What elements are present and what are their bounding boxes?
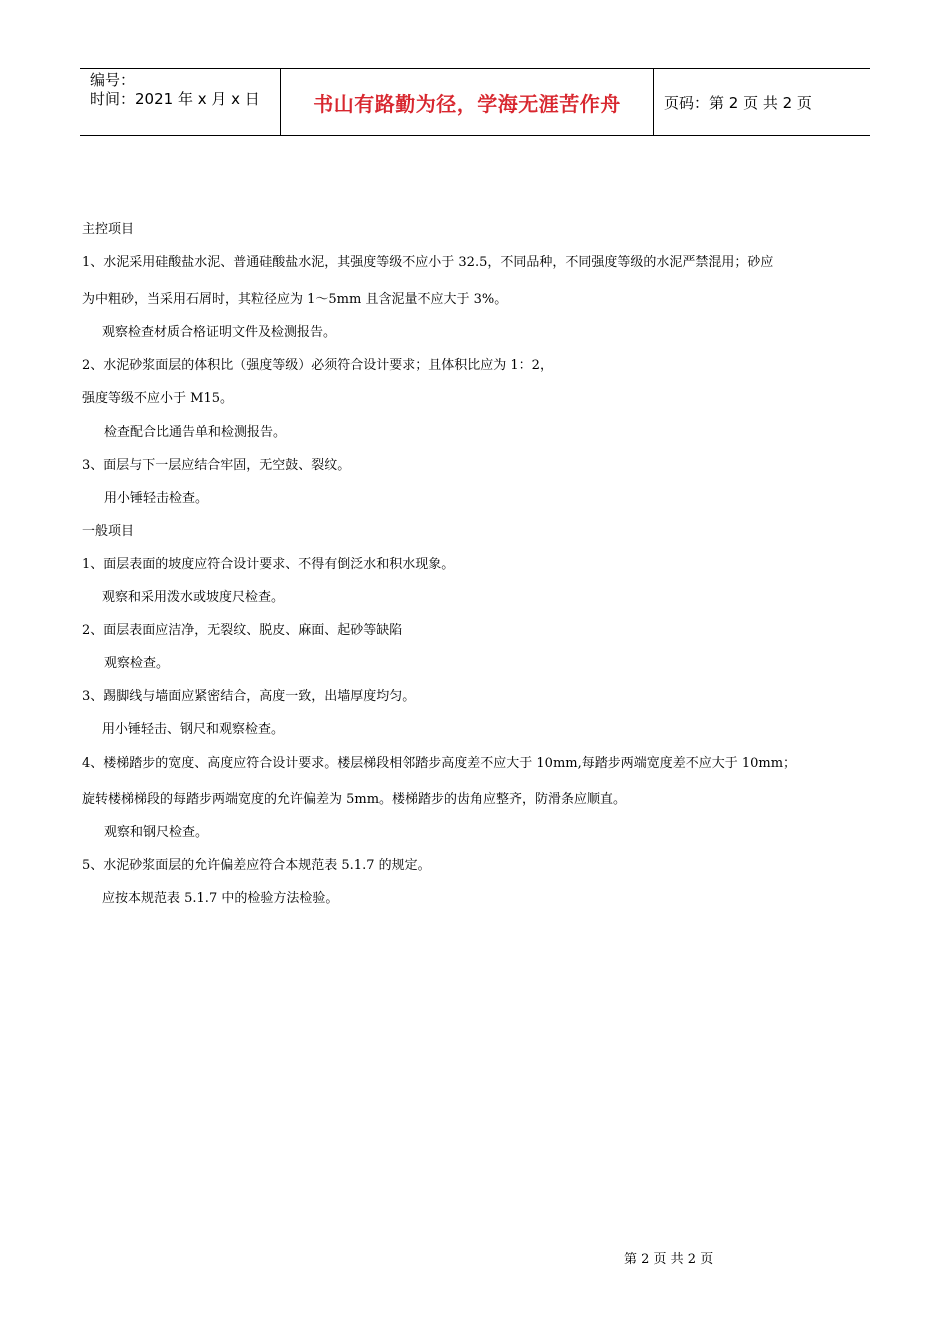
page-footer: 第 2 页 共 2 页 xyxy=(624,1252,714,1267)
main-item-1-line-1: 1、水泥采用硅酸盐水泥、普通硅酸盐水泥，其强度等级不应小于 32.5，不同品种，不同强度等级的水泥严禁混用；砂应 xyxy=(82,255,774,270)
general-item-3-check: 用小锤轻击、钢尺和观察检查。 xyxy=(102,722,285,737)
main-item-1-line-2: 为中粗砂，当采用石屑时，其粒径应为 1～5mm 且含泥量不应大于 3%。 xyxy=(82,292,508,307)
general-item-5: 5、水泥砂浆面层的允许偏差应符合本规范表 5.1.7 的规定。 xyxy=(82,858,431,873)
general-item-4-line-2: 旋转楼梯梯段的每踏步两端宽度的允许偏差为 5mm。楼梯踏步的齿角应整齐，防滑条应顺直。 xyxy=(82,792,627,807)
section-title-main: 主控项目 xyxy=(82,222,135,237)
general-item-1: 1、面层表面的坡度应符合设计要求、不得有倒泛水和积水现象。 xyxy=(82,557,455,572)
header-left-cell xyxy=(80,69,281,135)
general-item-4-check: 观察和钢尺检查。 xyxy=(104,825,209,840)
main-item-2-check: 检查配合比通告单和检测报告。 xyxy=(104,425,287,440)
general-item-4-line-1: 4、楼梯踏步的宽度、高度应符合设计要求。楼层梯段相邻踏步高度差不应大于 10mm,每踏步两端宽度差不应大于 10mm； xyxy=(82,756,797,771)
document-date-label: 时间：2021 年 x 月 x 日 xyxy=(90,90,260,108)
document-number-label: 编号： xyxy=(90,71,136,89)
header-motto: 书山有路勤为径，学海无涯苦作舟 xyxy=(281,69,654,135)
section-title-general: 一般项目 xyxy=(82,524,135,539)
main-item-3-check: 用小锤轻击检查。 xyxy=(104,491,209,506)
general-item-2: 2、面层表面应洁净，无裂纹、脱皮、麻面、起砂等缺陷 xyxy=(82,623,403,638)
header-table xyxy=(80,68,870,136)
header-page-info: 页码：第 2 页 共 2 页 xyxy=(664,93,812,112)
general-item-5-check: 应按本规范表 5.1.7 中的检验方法检验。 xyxy=(102,891,339,906)
main-item-3: 3、面层与下一层应结合牢固，无空鼓、裂纹。 xyxy=(82,458,351,473)
general-item-1-check: 观察和采用泼水或坡度尺检查。 xyxy=(102,590,285,605)
main-item-2-line-2: 强度等级不应小于 M15。 xyxy=(82,391,233,406)
main-item-2-line-1: 2、水泥砂浆面层的体积比（强度等级）必须符合设计要求；且体积比应为 1：2， xyxy=(82,358,553,373)
main-item-1-check: 观察检查材质合格证明文件及检测报告。 xyxy=(102,325,337,340)
general-item-2-check: 观察检查。 xyxy=(104,656,170,671)
general-item-3: 3、踢脚线与墙面应紧密结合，高度一致，出墙厚度均匀。 xyxy=(82,689,416,704)
